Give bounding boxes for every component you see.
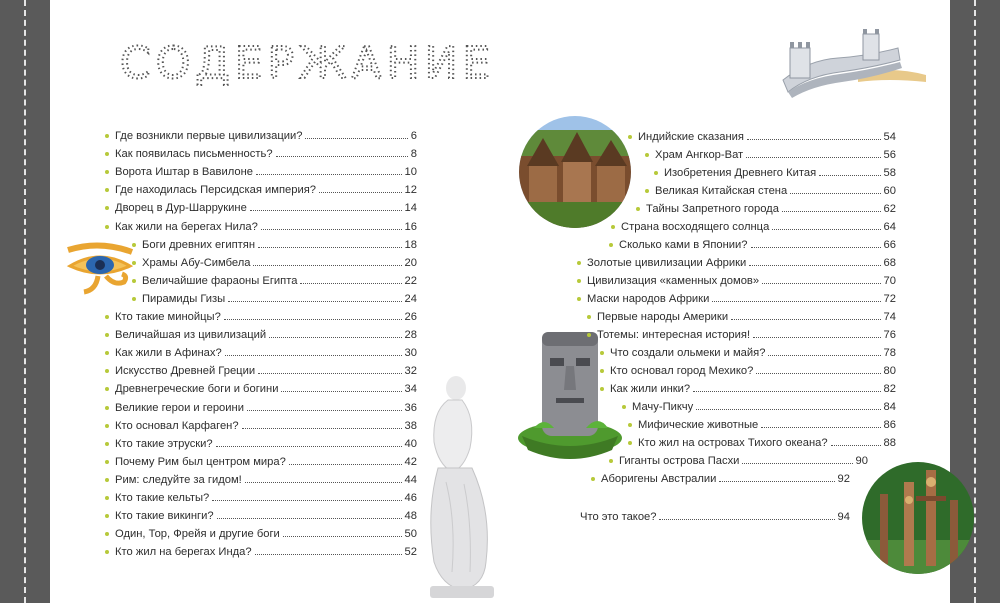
toc-dot-leader [281,391,401,392]
toc-entry[interactable] [132,253,417,269]
toc-page-number: 86 [883,419,896,431]
toc-page-number: 10 [404,166,417,179]
toc-entry-title: Храм Ангкор-Ват [655,149,744,161]
toc-page-number: 20 [404,256,417,269]
toc-entry[interactable] [636,199,896,215]
toc-entry-title: Где возникли первые цивилизации? [115,130,303,142]
toc-entry[interactable] [105,343,417,359]
toc-dot-leader [216,446,402,447]
toc-bullet [132,279,136,283]
toc-entry-title: Как жили в Афинах? [115,347,222,360]
toc-entry-title: Первые народы Америки [597,311,729,323]
toc-entry-title: Храмы Абу-Симбела [142,256,251,269]
toc-bullet [600,369,604,373]
toc-entry[interactable] [105,434,417,450]
toc-page-number: 40 [404,437,417,450]
toc-entry-title: Древнегреческие боги и богини [115,383,279,396]
toc-page-number: 84 [883,401,896,413]
toc-entry-title: Мачу-Пикчу [632,401,694,413]
toc-page-number: 52 [404,546,417,559]
toc-bullet [600,387,604,391]
toc-dot-leader [258,373,401,374]
toc-dot-leader [731,319,880,320]
toc-entry-title: Что создали ольмеки и майя? [610,347,766,359]
toc-page-number: 90 [855,455,868,467]
toc-page-number: 32 [404,365,417,378]
toc-bullet [577,261,581,265]
toc-dot-leader [319,192,402,193]
toc-page-number: 22 [404,274,417,287]
toc-entry[interactable] [600,343,896,359]
toc-entry[interactable] [132,289,417,305]
toc-dot-leader [242,428,402,429]
toc-page-number: 60 [883,185,896,197]
toc-bullet [628,135,632,139]
toc-dot-leader [212,500,401,501]
toc-dot-leader [225,355,402,356]
toc-dot-leader [819,175,880,176]
toc-entry-title: Кто такие викинги? [115,510,214,523]
toc-entry[interactable] [105,379,417,395]
toc-bullet [609,243,613,247]
toc-entry-title: Цивилизация «каменных домов» [587,275,760,287]
toc-page-number: 88 [883,437,896,449]
toc-entry[interactable] [105,398,417,414]
toc-page-number: 58 [883,167,896,179]
toc-entry-title: Где находилась Персидская империя? [115,184,317,197]
toc-entry-title: Аборигены Австралии [601,473,717,485]
toc-page-number: 6 [410,130,417,142]
toc-entry[interactable] [105,542,417,558]
toc-entry[interactable] [611,217,896,233]
toc-bullet [587,315,591,319]
toc-bullet [609,459,613,463]
toc-dot-leader [300,283,401,284]
toc-page-number: 56 [883,149,896,161]
toc-entry-title: Индийские сказания [638,131,744,143]
toc-entry-title: Кто такие этруски? [115,437,213,450]
toc-bullet [105,170,109,174]
toc-bullet [654,171,658,175]
toc-entry-title: Боги древних египтян [142,238,256,251]
toc-entry-title: Кто основал город Мехико? [610,365,754,377]
toc-entry[interactable] [577,289,896,305]
toc-bullet [105,424,109,428]
toc-dot-leader [742,463,852,464]
toc-dot-leader [749,265,880,266]
toc-dot-leader [283,536,402,537]
toc-entry[interactable] [105,470,417,486]
toc-entry-title: Изобретения Древнего Китая [664,167,817,179]
toc-entry-title: Тайны Запретного города [646,203,779,215]
toc-dot-leader [253,265,401,266]
toc-dot-leader [228,301,401,302]
totem-poles-photo [860,460,976,576]
toc-page-number: 12 [404,184,417,197]
toc-entry[interactable] [105,180,417,196]
toc-dot-leader [276,156,408,157]
toc-dot-leader [762,283,880,284]
toc-page-number: 8 [410,148,417,161]
toc-page-number: 64 [883,221,896,233]
toc-dot-leader [712,301,880,302]
toc-entry-title: Дворец в Дур-Шаррукине [115,202,247,215]
toc-page-number: 48 [404,510,417,523]
toc-entry-title: Сколько ками в Японии? [619,239,748,251]
african-village-photo [515,116,635,228]
toc-entry-title: Рим: следуйте за гидом! [115,473,242,486]
toc-entry-title: Как появилась письменность? [115,148,273,161]
toc-dot-leader [250,210,402,211]
left-border-strip [0,0,50,603]
toc-dot-leader [772,229,880,230]
toc-bullet [105,134,109,138]
toc-page-number: 78 [883,347,896,359]
toc-page-number: 44 [404,473,417,486]
toc-entry-title: Что это такое? [580,511,657,523]
toc-bullet [105,225,109,229]
venus-statue-illustration [412,372,508,600]
toc-bullet [132,243,136,247]
toc-page-number: 26 [404,311,417,323]
toc-bullet [577,297,581,301]
toc-entry[interactable] [622,397,896,413]
toc-entry-title: Почему Рим был центром мира? [115,455,286,468]
toc-bullet [628,441,632,445]
toc-entry[interactable] [105,488,417,504]
toc-bullet [645,153,649,157]
toc-bullet [105,387,109,391]
toc-entry[interactable] [132,235,417,251]
toc-entry[interactable] [105,506,417,522]
toc-entry-title: Пирамиды Гизы [142,292,226,305]
toc-bullet [105,460,109,464]
toc-entry[interactable] [105,307,417,323]
page-title: СОДЕРЖАНИЕ [120,38,496,89]
toc-page-number: 42 [404,455,417,468]
toc-bullet [105,478,109,482]
toc-dot-leader [217,518,402,519]
toc-entry[interactable] [600,361,896,377]
toc-entry-title: Страна восходящего солнца [621,221,770,233]
toc-entry-title: Тотемы: интересная история! [597,329,751,341]
toc-entry[interactable] [587,307,896,323]
toc-bullet [105,532,109,536]
toc-bullet [105,496,109,500]
toc-page-number: 66 [883,239,896,251]
toc-bullet [577,279,581,283]
toc-page-number: 28 [404,329,417,342]
toc-page-number: 38 [404,419,417,432]
toc-bullet [105,188,109,192]
toc-entry-title: Как жили инки? [610,383,691,395]
toc-bullet [105,442,109,446]
toc-entry-title: Кто жил на островах Тихого океана? [638,437,828,449]
toc-entry[interactable] [645,181,896,197]
toc-bullet [591,477,595,481]
toc-entry-title: Кто основал Карфаген? [115,419,239,432]
toc-bullet [105,351,109,355]
toc-entry[interactable] [105,126,417,142]
left-dashed-line [24,0,26,603]
toc-entry[interactable] [577,253,896,269]
toc-dot-leader [261,229,402,230]
toc-entry[interactable] [654,163,896,179]
toc-dot-leader [753,337,880,338]
toc-bullet [105,514,109,518]
toc-dot-leader [256,174,402,175]
toc-bullet [105,369,109,373]
toc-dot-leader [751,247,881,248]
toc-entry[interactable] [609,451,868,467]
toc-entry-title: Мифические животные [638,419,759,431]
toc-entry-title: Маски народов Африки [587,293,710,305]
toc-entry-title: Гиганты острова Пасхи [619,455,740,467]
toc-bullet [132,261,136,265]
toc-page-number: 94 [837,511,850,523]
toc-dot-leader [719,481,834,482]
toc-page-number: 50 [404,528,417,541]
toc-entry-title: Великие герои и героини [115,401,244,414]
toc-entry[interactable] [105,162,417,178]
toc-page-number: 70 [883,275,896,287]
toc-entry[interactable] [105,325,417,341]
toc-entry-title: Ворота Иштар в Вавилоне [115,166,253,179]
toc-entry[interactable] [105,361,417,377]
toc-page-number: 36 [404,401,417,414]
toc-bullet [645,189,649,193]
toc-entry[interactable] [105,198,417,214]
toc-dot-leader [761,427,880,428]
toc-entry[interactable] [105,524,417,540]
toc-bullet [628,423,632,427]
toc-page-number: 72 [883,293,896,305]
toc-page-number: 68 [883,257,896,269]
contents-page [50,0,950,603]
toc-page-number: 46 [404,492,417,504]
toc-page-number: 82 [883,383,896,395]
toc-page-number: 62 [883,203,896,215]
toc-dot-leader [831,445,881,446]
toc-page-number: 18 [404,238,417,251]
toc-dot-leader [255,554,402,555]
toc-dot-leader [782,211,881,212]
toc-bullet [132,297,136,301]
toc-entry[interactable] [587,325,896,341]
toc-entry[interactable] [580,507,850,523]
toc-entry-title: Кто такие кельты? [115,492,210,504]
toc-entry-title: Кто такие минойцы? [115,311,221,323]
toc-entry-title: Кто жил на берегах Инда? [115,546,252,559]
toc-bullet [105,152,109,156]
toc-page-number: 74 [883,311,896,323]
toc-bullet [611,225,615,229]
toc-page-number: 80 [883,365,896,377]
toc-bullet [105,206,109,210]
toc-bullet [105,406,109,410]
toc-dot-leader [696,409,880,410]
toc-entry[interactable] [132,271,417,287]
toc-entry-title: Искусство Древней Греции [115,365,256,378]
toc-page-number: 34 [404,383,417,396]
toc-entry[interactable] [105,416,417,432]
toc-bullet [600,351,604,355]
toc-entry[interactable] [105,452,417,468]
toc-page-number: 14 [404,202,417,215]
toc-dot-leader [247,410,402,411]
toc-page-number: 16 [404,220,417,233]
toc-page-number: 30 [404,347,417,360]
eye-of-horus-illustration [64,242,136,298]
toc-dot-leader [258,247,402,248]
toc-dot-leader [224,319,402,320]
toc-dot-leader [768,355,880,356]
toc-entry[interactable] [591,469,850,485]
toc-entry[interactable] [628,415,896,431]
toc-entry[interactable] [600,379,896,395]
toc-dot-leader [756,373,880,374]
toc-bullet [105,333,109,337]
toc-page-number: 76 [883,329,896,341]
toc-entry[interactable] [645,145,896,161]
toc-dot-leader [747,139,881,140]
toc-page-number: 24 [404,292,417,305]
toc-entry[interactable] [577,271,896,287]
toc-entry-title: Великая Китайская стена [655,185,788,197]
toc-entry-title: Как жили на берегах Нила? [115,220,258,233]
toc-dot-leader [289,464,402,465]
great-wall-illustration [778,20,928,100]
toc-entry-title: Один, Тор, Фрейя и другие боги [115,528,280,541]
toc-page-number: 92 [837,473,850,485]
toc-dot-leader [659,519,834,520]
toc-entry[interactable] [105,144,417,160]
toc-entry-title: Золотые цивилизации Африки [587,257,747,269]
toc-dot-leader [305,138,407,139]
toc-entry[interactable] [628,433,896,449]
toc-dot-leader [693,391,880,392]
toc-bullet [105,550,109,554]
toc-bullet [587,333,591,337]
toc-dot-leader [269,337,401,338]
toc-dot-leader [245,482,402,483]
toc-entry[interactable] [628,127,896,143]
page-title-graphic [120,36,496,89]
toc-dot-leader [746,157,880,158]
toc-entry-title: Величайшие фараоны Египта [142,274,298,287]
toc-entry[interactable] [105,217,417,233]
toc-entry[interactable] [609,235,896,251]
toc-bullet [622,405,626,409]
toc-bullet [636,207,640,211]
toc-dot-leader [790,193,880,194]
toc-page-number: 54 [883,131,896,143]
toc-bullet [105,315,109,319]
toc-entry-title: Величайшая из цивилизаций [115,329,267,342]
